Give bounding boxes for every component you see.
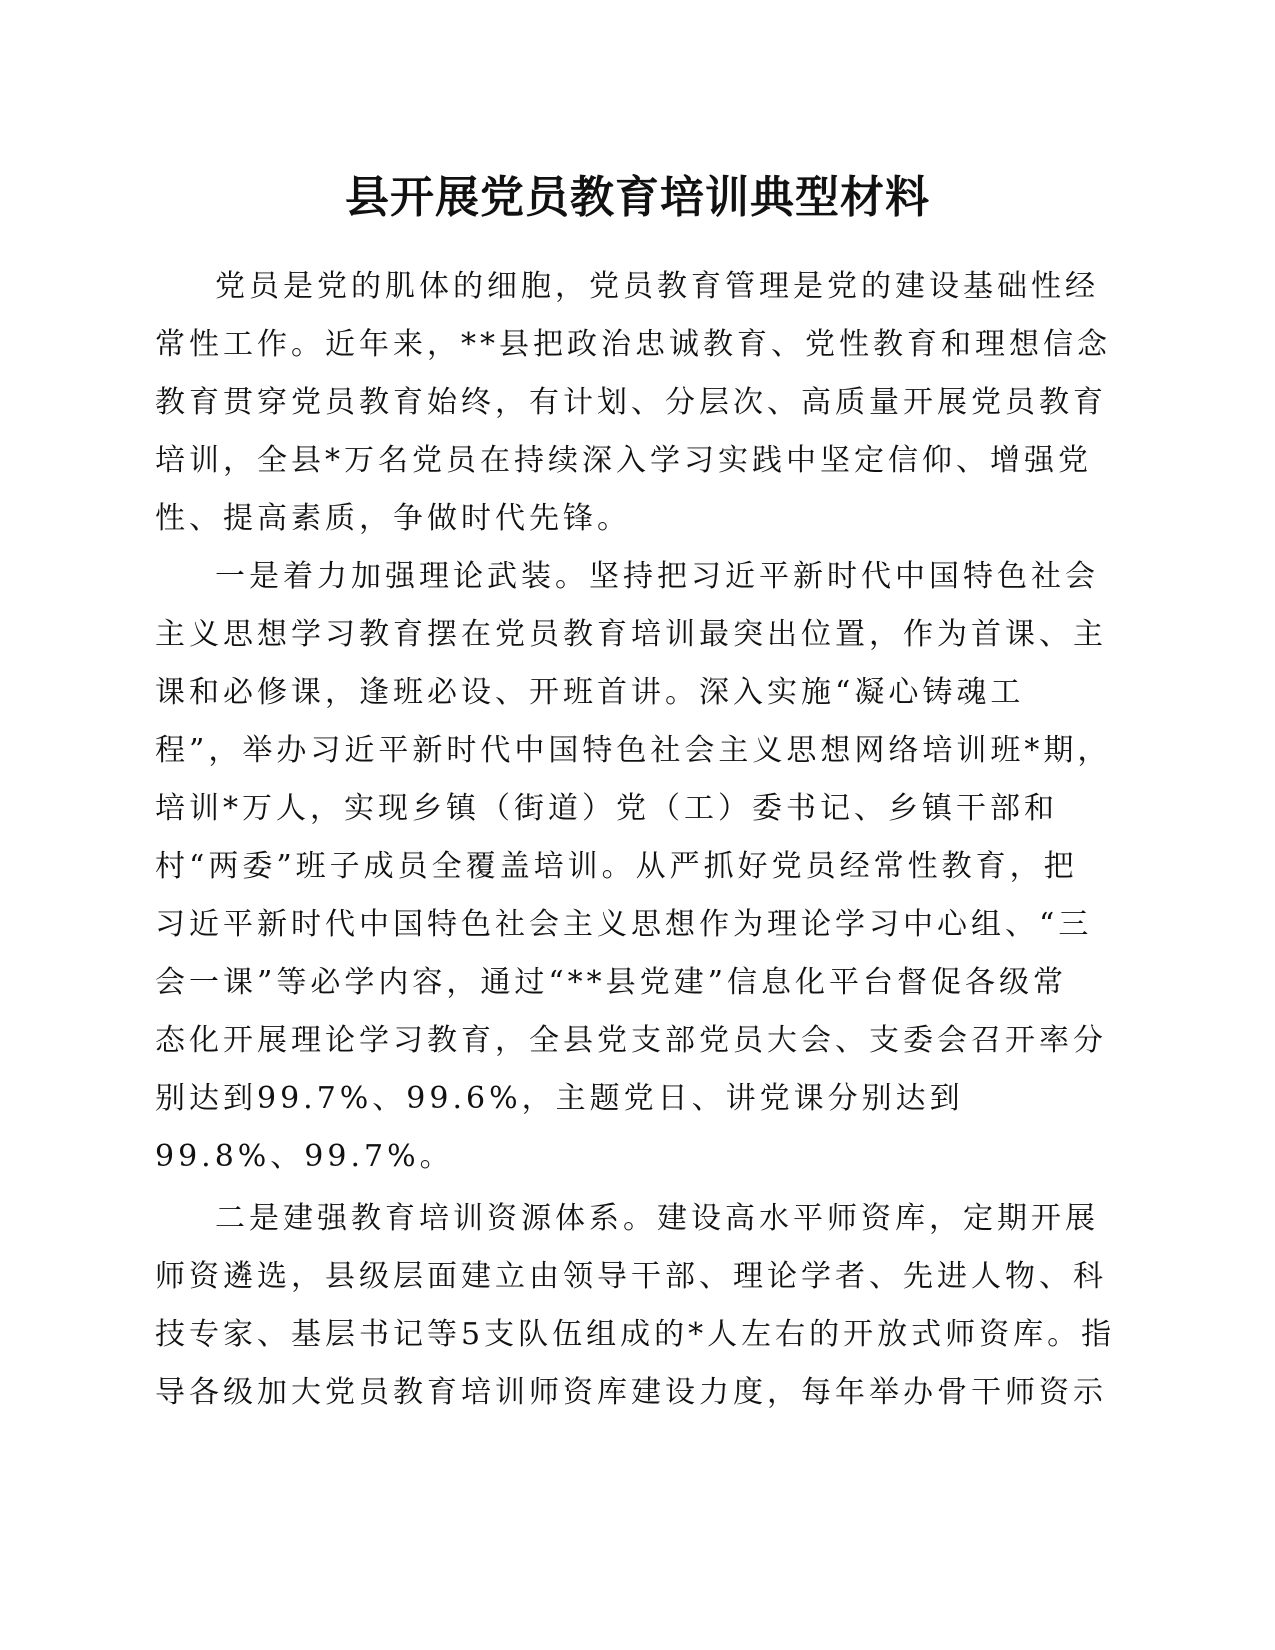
body-line: 二是建强教育培训资源体系。建设高水平师资库，定期开展 — [215, 1201, 1099, 1236]
body-line: 村“两委”班子成员全覆盖培训。从严抓好党员经常性教育，把 — [155, 849, 1078, 884]
body-line: 培训*万人，实现乡镇（街道）党（工）委书记、乡镇干部和 — [155, 791, 1058, 826]
body-line: 教育贯穿党员教育始终，有计划、分层次、高质量开展党员教育 — [155, 385, 1107, 420]
body-line: 师资遴选，县级层面建立由领导干部、理论学者、先进人物、科 — [155, 1259, 1107, 1294]
body-line: 党员是党的肌体的细胞，党员教育管理是党的建设基础性经 — [215, 269, 1099, 304]
body-line: 技专家、基层书记等5支队伍组成的*人左右的开放式师资库。指 — [155, 1317, 1116, 1352]
body-line: 培训，全县*万名党员在持续深入学习实践中坚定信仰、增强党 — [155, 443, 1092, 478]
document-title: 县开展党员教育培训典型材料 — [345, 172, 930, 223]
document-body — [155, 258, 1116, 1422]
body-line: 会一课”等必学内容，通过“**县党建”信息化平台督促各级常 — [155, 965, 1068, 1000]
body-line: 性、提高素质，争做时代先锋。 — [155, 501, 631, 536]
body-line: 常性工作。近年来，**县把政治忠诚教育、党性教育和理想信念 — [155, 327, 1111, 362]
body-line: 课和必修课，逢班必设、开班首讲。深入实施“凝心铸魂工 — [155, 675, 1025, 710]
body-line: 态化开展理论学习教育，全县党支部党员大会、支委会召开率分 — [155, 1023, 1107, 1058]
body-line: 主义思想学习教育摆在党员教育培训最突出位置，作为首课、主 — [155, 617, 1107, 652]
body-line: 导各级加大党员教育培训师资库建设力度，每年举办骨干师资示 — [155, 1375, 1107, 1410]
body-line: 程”，举办习近平新时代中国特色社会主义思想网络培训班*期， — [155, 733, 1112, 768]
body-line: 别达到99.7%、99.6%，主题党日、讲党课分别达到 — [155, 1081, 964, 1116]
body-line: 99.8%、99.7%。 — [155, 1139, 454, 1174]
body-line: 习近平新时代中国特色社会主义思想作为理论学习中心组、“三 — [155, 907, 1093, 942]
body-line: 一是着力加强理论武装。坚持把习近平新时代中国特色社会 — [215, 559, 1099, 594]
